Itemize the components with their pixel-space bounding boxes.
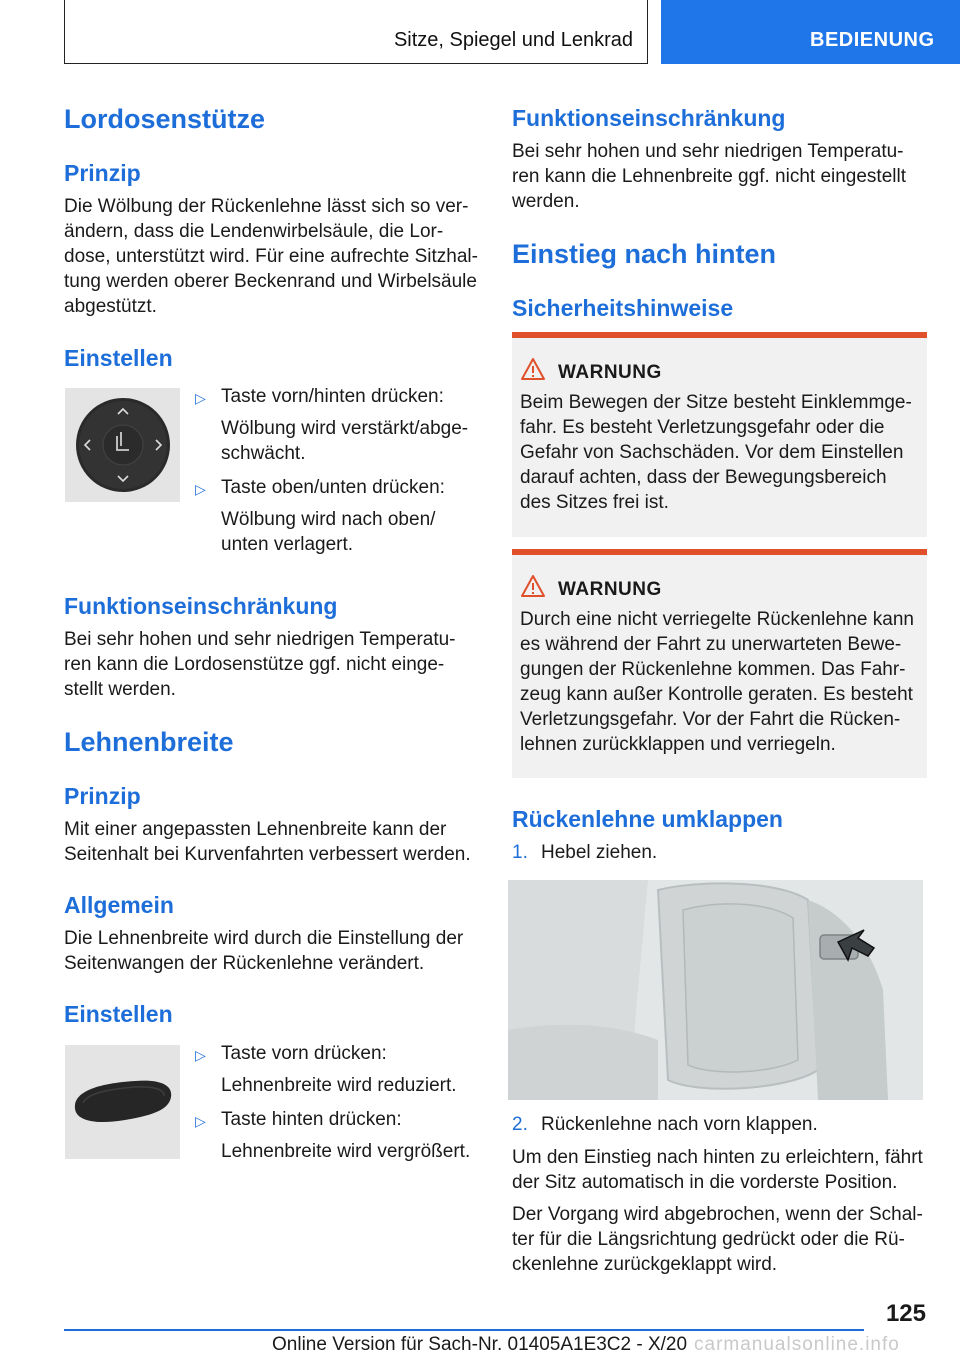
text-line: Wölbung wird nach oben/ [221,509,436,530]
text-line: Mit einer angepassten Lehnenbreite kann der [64,819,447,840]
heading-funktionseinschraenkung-2: Funktionseinschränkung [512,105,786,131]
step-number: 2. [512,1114,528,1135]
header-section-title: Sitze, Spiegel und Lenkrad [393,29,633,51]
seat-lever-photo [508,880,923,1100]
text-line: ckenlehne zurückgeklappt wird. [512,1254,778,1275]
heading-einstieg: Einstieg nach hinten [512,239,777,269]
text-line: Um den Einstieg nach hinten zu erleichtern, fährt [512,1147,923,1168]
text-line: Bei sehr hohen und sehr niedrigen Temperatu- [512,141,904,162]
bullet-subtext [221,416,468,466]
text-line: es während der Fahrt zu unerwarteten Bewe- [520,634,902,655]
warning-title: WARNUNG [558,579,662,600]
text-line: stellt werden. [64,679,176,700]
step-text: Rückenlehne nach vorn klappen. [541,1114,818,1135]
paragraph-after-2 [512,1202,932,1277]
text-line: Der Vorgang wird abgebrochen, wenn der Schal- [512,1204,923,1225]
text-line: Gefahr von Sachschäden. Vor dem Einstellen [520,442,904,463]
paragraph-funk-2 [512,139,932,214]
step-number: 1. [512,842,528,863]
header-chapter-title: BEDIENUNG [810,29,935,51]
text-line: unten verlagert. [221,534,354,555]
footer-divider [64,1329,864,1331]
paragraph-prinzip-1 [64,194,484,319]
text-line: darauf achten, dass der Bewegungsbereich [520,467,887,488]
text-line: Die Wölbung der Rückenlehne lässt sich so ver- [64,196,469,217]
text-line: tung werden oberer Beckenrand und Wirbelsäule [64,271,477,292]
paragraph-funk-1 [64,627,484,702]
seat-photo-illustration [508,880,923,1100]
bullet-triangle-icon: ▷ [195,1113,206,1129]
bullet-triangle-icon: ▷ [195,390,206,406]
paragraph-after-1 [512,1145,932,1195]
lordosis-switch-image [65,388,180,502]
warning-text [520,390,920,515]
heading-prinzip-2: Prinzip [64,783,141,809]
text-line: Verletzungsgefahr. Vor der Fahrt die Rücken- [520,709,901,730]
text-line: Bei sehr hohen und sehr niedrigen Temperatu- [64,629,456,650]
heading-sicherheitshinweise: Sicherheitshinweise [512,295,734,321]
header-chapter-tab [661,0,960,64]
text-line: des Sitzes frei ist. [520,492,669,513]
heading-lordosenstuetze: Lordosenstütze [64,104,266,134]
bullet-triangle-icon: ▷ [195,481,206,497]
paragraph-allgemein [64,926,484,976]
text-line: zeug kann außer Kontrolle geraten. Es besteht [520,684,913,705]
backrest-width-switch-icon [65,1045,180,1159]
warning-box-1 [512,332,927,537]
text-line: gungen der Rückenlehne kommen. Das Fahr- [520,659,906,680]
heading-einstellen-2: Einstellen [64,1001,173,1027]
heading-lehnenbreite: Lehnenbreite [64,727,234,757]
text-line: lehnen zurückklappen und verriegeln. [520,734,836,755]
text-line: ren kann die Lordosenstütze ggf. nicht einge- [64,654,445,675]
text-line: Seitenhalt bei Kurvenfahrten verbessert werden. [64,844,471,865]
bullet-text: Taste vorn drücken: [221,1043,387,1064]
heading-funktionseinschraenkung-1: Funktionseinschränkung [64,593,338,619]
heading-allgemein: Allgemein [64,892,174,918]
bullet-subtext: Lehnenbreite wird vergrößert. [221,1141,471,1162]
heading-rueckenlehne-umklappen: Rückenlehne umklappen [512,806,783,832]
bullet-text: Taste vorn/hinten drücken: [221,386,444,407]
bullet-triangle-icon: ▷ [195,1047,206,1063]
footer-online-version: Online Version für Sach-Nr. 01405A1E3C2 - X/20 [272,1334,688,1355]
paragraph-prinzip-2 [64,817,484,867]
text-line: Seitenwangen der Rückenlehne verändert. [64,953,425,974]
heading-prinzip-1: Prinzip [64,160,141,186]
bullet-subtext [221,507,435,557]
text-line: abgestützt. [64,296,157,317]
step-text: Hebel ziehen. [541,842,658,863]
warning-triangle-icon [520,357,546,381]
text-line: fahr. Es besteht Verletzungsgefahr oder die [520,417,885,438]
warning-triangle-icon [520,574,546,598]
text-line: ändern, dass die Lendenwirbelsäule, die Lor- [64,221,444,242]
text-line: werden. [512,191,580,212]
text-line: Die Lehnenbreite wird durch die Einstellung der [64,928,464,949]
backrest-width-switch-image [65,1045,180,1159]
bullet-text: Taste oben/unten drücken: [221,477,445,498]
bullet-text: Taste hinten drücken: [221,1109,402,1130]
text-line: ter für die Längsrichtung gedrückt oder die Rü- [512,1229,905,1250]
watermark: carmanualsonline.info [694,1334,900,1355]
warning-box-2 [512,549,927,778]
text-line: der Sitz automatisch in die vorderste Position. [512,1172,898,1193]
header-section-box [64,0,648,64]
text-line: schwächt. [221,443,306,464]
text-line: Beim Bewegen der Sitze besteht Einklemmge- [520,392,912,413]
text-line: ren kann die Lehnenbreite ggf. nicht eingestellt [512,166,906,187]
text-line: dose, unterstützt wird. Für eine aufrechte Sitzhal- [64,246,478,267]
bullet-subtext: Lehnenbreite wird reduziert. [221,1075,457,1096]
warning-title: WARNUNG [558,362,662,383]
warning-text [520,607,920,757]
text-line: Durch eine nicht verriegelte Rückenlehne kann [520,609,914,630]
text-line: Wölbung wird verstärkt/abge- [221,418,469,439]
lordosis-switch-icon [65,388,180,502]
heading-einstellen-1: Einstellen [64,345,173,371]
page-number: 125 [885,1300,926,1327]
